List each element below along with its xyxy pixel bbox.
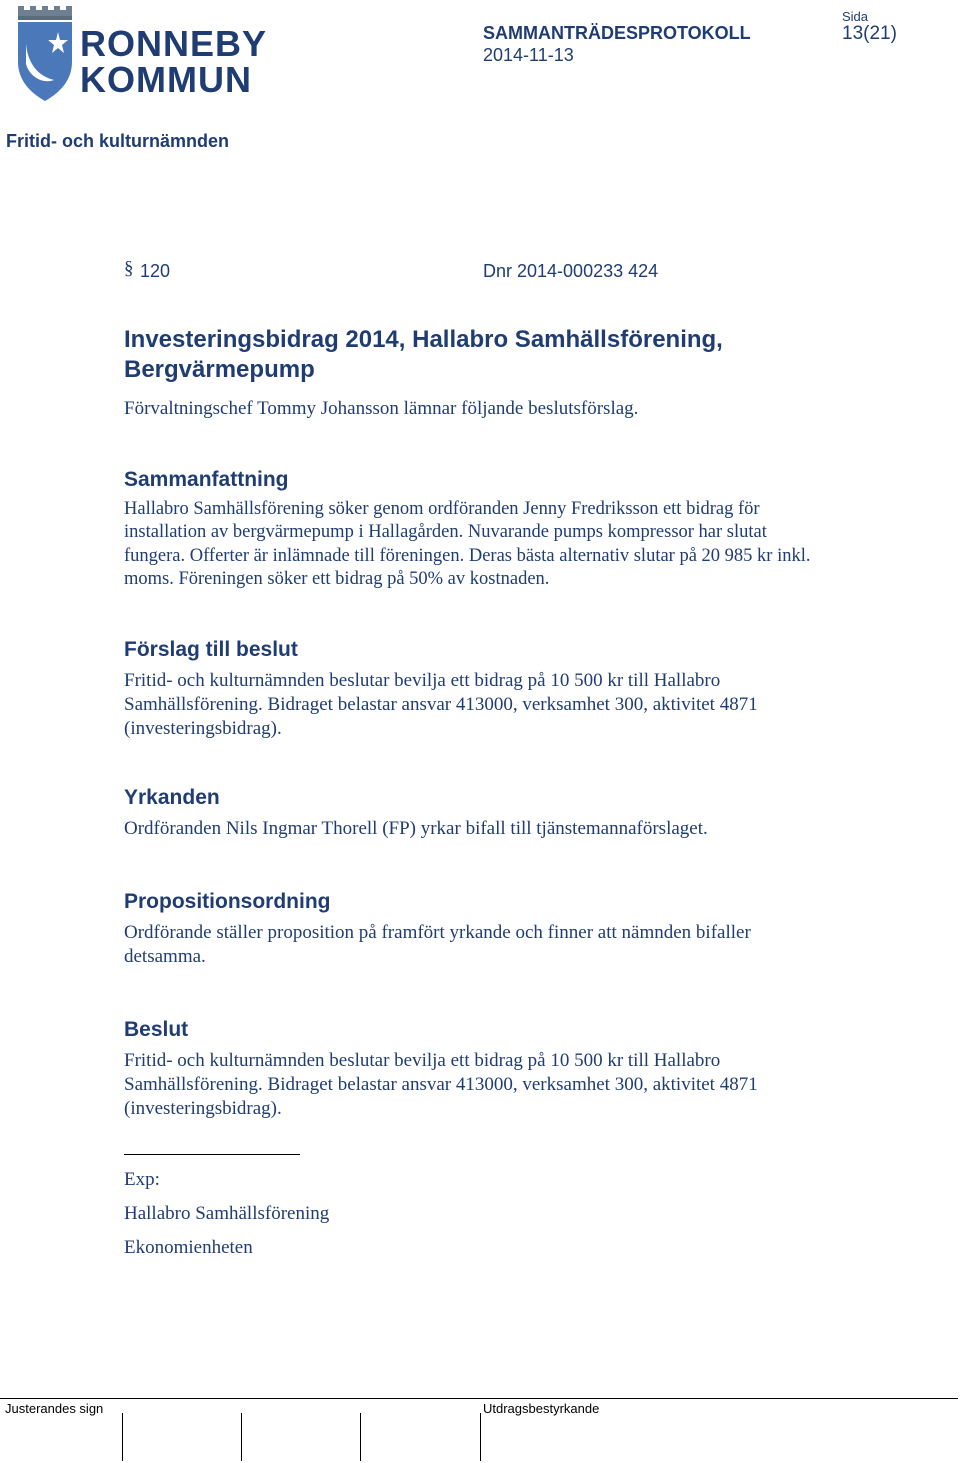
footer-divider bbox=[0, 1398, 958, 1399]
motions-heading: Yrkanden bbox=[124, 786, 220, 809]
logo-line-ronneby: RONNEBY bbox=[80, 23, 268, 64]
committee-name: Fritid- och kulturnämnden bbox=[6, 131, 229, 151]
signature-box-divider bbox=[241, 1413, 242, 1461]
separator-line bbox=[124, 1154, 300, 1155]
proposal-text: Fritid- och kulturnämnden beslutar bevilja ett bidrag på 10 500 kr till Hallabro Samhällsförening. Bidraget belastar ansvar 413000, verksamhet 300, aktivitet 4871 (investeringsbidrag). bbox=[124, 670, 758, 739]
proposal-heading: Förslag till beslut bbox=[124, 638, 298, 661]
paragraph-symbol: § bbox=[124, 258, 134, 279]
title-line-1: Investeringsbidrag 2014, Hallabro Samhällsförening, bbox=[124, 326, 723, 353]
title-line-2: Bergvärmepump bbox=[124, 356, 315, 383]
motions-text: Ordföranden Nils Ingmar Thorell (FP) yrkar bifall till tjänstemannaförslaget. bbox=[124, 818, 708, 839]
signature-box-divider bbox=[480, 1413, 481, 1461]
paragraph-number: 120 bbox=[140, 261, 171, 281]
distribution-label: Exp: bbox=[124, 1169, 160, 1190]
proposition-heading: Propositionsordning bbox=[124, 890, 331, 913]
case-number: Dnr 2014-000233 424 bbox=[483, 261, 659, 281]
signature-box-divider bbox=[122, 1413, 123, 1461]
summary-text: Hallabro Samhällsförening söker genom ordföranden Jenny Fredriksson ett bidrag för installation av bergvärmepump i Hallagården. Nuvarande pumps kompressor har slutat fungera. Offerter är inlämnade till föreningen. Deras bästa alternativ slutar på 20 985 kr inkl. moms. Föreningen söker ett bidrag på 50% av kostnaden. bbox=[124, 499, 811, 589]
footer-certification-label: Utdragsbestyrkande bbox=[483, 1401, 600, 1416]
meeting-date: 2014-11-13 bbox=[483, 45, 574, 65]
document-type: SAMMANTRÄDESPROTOKOLL bbox=[483, 23, 751, 43]
distribution-recipient: Hallabro Samhällsförening bbox=[124, 1203, 330, 1224]
footer-signature-label: Justerandes sign bbox=[5, 1401, 104, 1416]
signature-box-divider bbox=[360, 1413, 361, 1461]
intro-text: Förvaltningschef Tommy Johansson lämnar följande beslutsförslag. bbox=[124, 398, 639, 419]
coat-of-arms-icon bbox=[18, 6, 72, 101]
decision-heading: Beslut bbox=[124, 1018, 189, 1041]
page-label: Sida bbox=[842, 9, 869, 24]
page-number: 13(21) bbox=[842, 23, 897, 44]
decision-text: Fritid- och kulturnämnden beslutar bevilja ett bidrag på 10 500 kr till Hallabro Samhällsförening. Bidraget belastar ansvar 413000, verksamhet 300, aktivitet 4871 (investeringsbidrag). bbox=[124, 1050, 758, 1119]
page-title bbox=[124, 325, 824, 385]
summary-heading: Sammanfattning bbox=[124, 468, 289, 491]
distribution-recipient: Ekonomienheten bbox=[124, 1237, 253, 1258]
logo-line-kommun: KOMMUN bbox=[80, 59, 252, 100]
proposition-text: Ordförande ställer proposition på framfört yrkande och finner att nämnden bifaller detsamma. bbox=[124, 922, 751, 967]
